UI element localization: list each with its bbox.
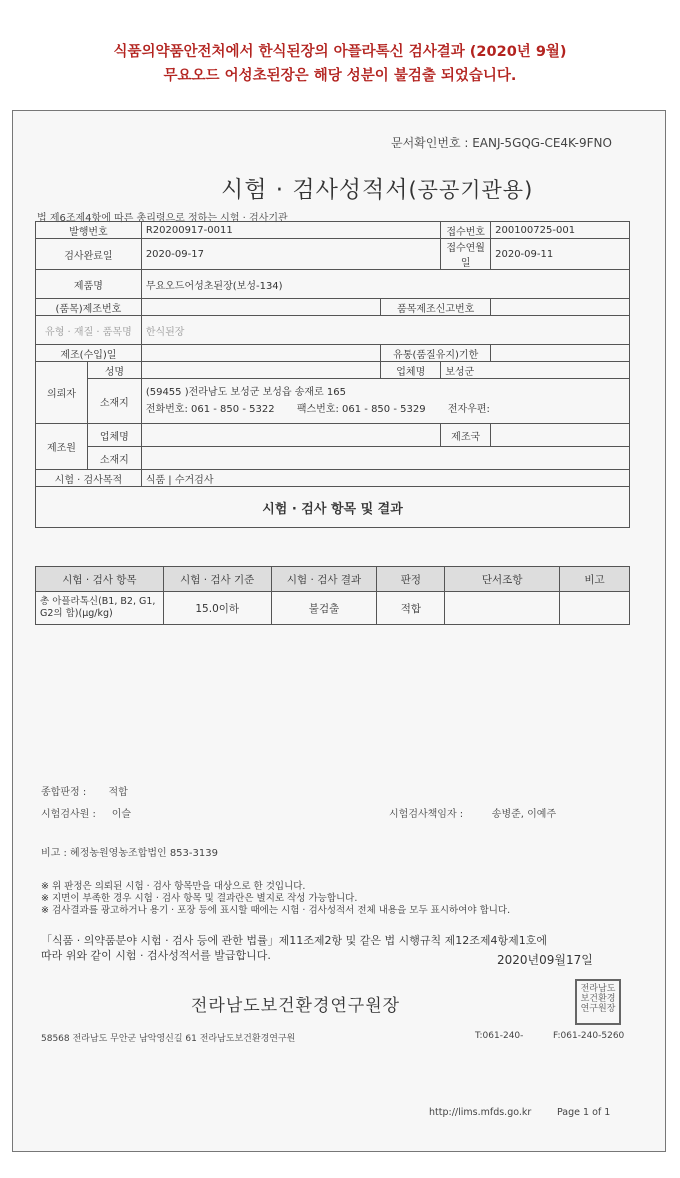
header-remark: 비고 [560, 567, 630, 592]
page-number: Page 1 of 1 [557, 1107, 611, 1118]
complete-date-label: 검사완료일 [36, 239, 142, 270]
purpose-label: 시험 · 검사목적 [36, 470, 142, 487]
result-standard: 15.0이하 [163, 592, 271, 625]
client-address-block [141, 379, 629, 424]
maker-address-label: 소재지 [87, 447, 141, 470]
document-number: 문서확인번호 : EANJ-5GQG-CE4K-9FNO [391, 136, 612, 150]
client-name-label: 성명 [87, 362, 141, 379]
receipt-no-value: 200100725-001 [491, 222, 630, 239]
header-item: 시험 · 검사 항목 [36, 567, 164, 592]
maker-address-value [141, 447, 629, 470]
result-judgement: 적합 [377, 592, 445, 625]
banner-line-1: 식품의약품안전처에서 한식된장의 아플라톡신 검사결과 (2020년 9월) [113, 44, 567, 60]
item-mfg-no-value [141, 299, 380, 316]
tester-value: 이슬 [111, 809, 132, 820]
maker-company-value [141, 424, 440, 447]
issue-no-label: 발행번호 [36, 222, 142, 239]
remark-note: 비고 : 혜정농원영농조합법인 853-3139 [41, 848, 218, 859]
header-standard: 시험 · 검사 기준 [163, 567, 271, 592]
client-label: 의뢰자 [36, 362, 88, 424]
institute-address: 58568 전라남도 무안군 남악영신길 61 전라남도보건환경연구원 [41, 1034, 296, 1044]
client-address-value: (59455 )전라남도 보성군 보성읍 송재로 165 [145, 387, 346, 398]
note-line: ※ 위 판정은 의뢰된 시험 · 검사 항목만을 대상으로 한 것입니다. [41, 881, 306, 892]
purpose-value: 식품 | 수거검사 [141, 470, 629, 487]
test-report-document [12, 110, 666, 1152]
type-label: 유형 · 재질 · 품목명 [36, 316, 142, 345]
declaration-line-2: 따라 위와 같이 시험 · 검사성적서를 발급합니다. [41, 949, 271, 962]
banner-line-2: 무요오드 어성초된장은 해당 성분이 불검출 되었습니다. [163, 68, 517, 84]
institute-name: 전라남도보건환경연구원장 [191, 996, 401, 1016]
receipt-date-label: 접수연월일 [441, 239, 491, 270]
table-row [36, 592, 630, 625]
receipt-date-value: 2020-09-11 [491, 239, 630, 270]
notes-block [41, 881, 510, 917]
receipt-no-label: 접수번호 [441, 222, 491, 239]
title-main: 시험 · 검사성적서 [221, 177, 409, 203]
overall-value: 적합 [108, 787, 128, 798]
header-result: 시험 · 검사 결과 [271, 567, 377, 592]
overall-judgement [41, 783, 128, 798]
mfg-date-value [141, 345, 380, 362]
official-seal-icon: 전라남도 보건환경 연구원장 [575, 979, 621, 1025]
manager-label: 시험검사책임자 : [389, 809, 464, 820]
client-company-value: 보성군 [441, 362, 630, 379]
item-mfg-no-label: (품목)제조번호 [36, 299, 142, 316]
tester [41, 805, 131, 820]
client-fax: 팩스번호: 061 - 850 - 5329 [296, 404, 426, 415]
announcement-banner [0, 40, 680, 88]
maker-company-label: 업체명 [87, 424, 141, 447]
expiry-label: 유통(품질유지)기한 [381, 345, 491, 362]
maker-label: 제조원 [36, 424, 88, 470]
issue-date: 2020년09월17일 [497, 953, 593, 967]
mfg-date-label: 제조(수입)일 [36, 345, 142, 362]
issue-no-value: R20200917-0011 [141, 222, 440, 239]
title-sub: (공공기관용) [408, 178, 534, 202]
law-reference: 법 제6조제4항에 따른 총리령으로 정하는 시험 · 검사기관 [37, 213, 288, 224]
client-address-label: 소재지 [87, 379, 141, 424]
client-name-value [141, 362, 380, 379]
results-table [35, 566, 630, 625]
institute-tel: T:061-240- [475, 1031, 524, 1041]
results-section-title: 시험 · 검사 항목 및 결과 [36, 487, 630, 528]
complete-date-value: 2020-09-17 [141, 239, 440, 270]
header-proviso: 단서조항 [445, 567, 560, 592]
note-line: ※ 지면이 부족한 경우 시험 · 검사 항목 및 결과란은 별지로 작성 가능합니다. [41, 893, 358, 904]
results-header-row [36, 567, 630, 592]
declaration-line-1: 「식품 · 의약품분야 시험 · 검사 등에 관한 법률」제11조제2항 및 같은 법 시행규칙 제12조제4항제1호에 [41, 934, 547, 947]
item-report-no-value [491, 299, 630, 316]
institute-fax: F:061-240-5260 [553, 1031, 625, 1041]
item-report-no-label: 품목제조신고번호 [381, 299, 491, 316]
client-phone: 전화번호: 061 - 850 - 5322 [145, 404, 275, 415]
header-judgement: 판정 [377, 567, 445, 592]
maker-country-value [491, 424, 630, 447]
document-title [221, 171, 533, 204]
expiry-value [491, 345, 630, 362]
client-company-label: 업체명 [381, 362, 441, 379]
result-proviso [445, 592, 560, 625]
overall-label: 종합판정 : [41, 787, 87, 798]
declaration [41, 933, 547, 963]
result-value: 불검출 [271, 592, 377, 625]
result-item: 총 아플라톡신(B1, B2, G1, G2의 합)(μg/kg) [36, 592, 164, 625]
product-label: 제품명 [36, 270, 142, 299]
tester-label: 시험검사원 : [41, 809, 96, 820]
test-manager [389, 805, 556, 820]
source-url: http://lims.mfds.go.kr [429, 1107, 532, 1118]
maker-country-label: 제조국 [441, 424, 491, 447]
product-value: 무요오드어성초된장(보성-134) [141, 270, 629, 299]
client-contact-line [146, 401, 625, 418]
result-remark [560, 592, 630, 625]
manager-value: 송병준, 이예주 [491, 809, 557, 820]
report-form-table [35, 221, 630, 528]
type-value: 한식된장 [141, 316, 629, 345]
note-line: ※ 검사결과를 광고하거나 용기 · 포장 등에 표시할 때에는 시험 · 검사성적서 전체 내용을 모두 표시하여야 합니다. [41, 905, 511, 916]
client-email: 전자우편: [447, 404, 490, 415]
